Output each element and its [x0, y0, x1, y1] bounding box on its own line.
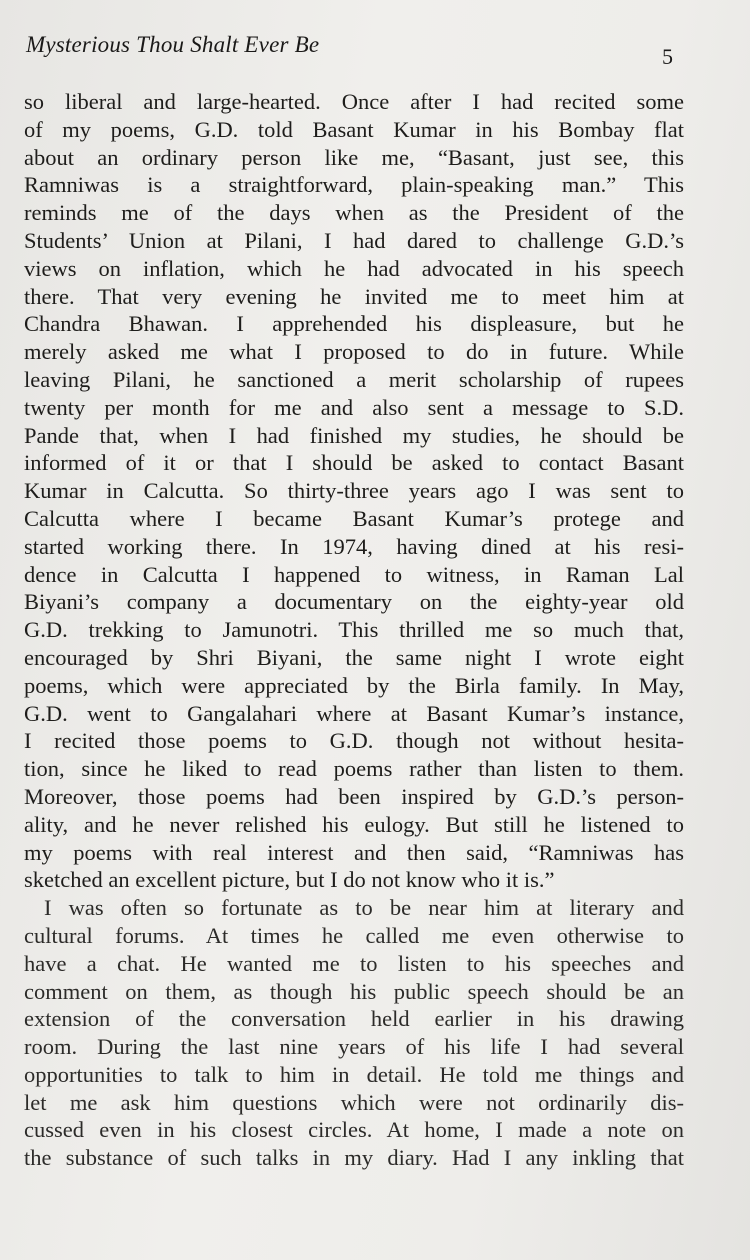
text-line: cussed even in his closest circles. At home, I made a note on	[24, 1117, 684, 1143]
text-line: G.D. went to Gangalahari where at Basant Kumar’s instance,	[24, 700, 684, 726]
text-line: comment on them, as though his public speech should be an	[24, 978, 684, 1004]
text-line: tion, since he liked to read poems rather than listen to them.	[24, 756, 684, 782]
text-line: Kumar in Calcutta. So thirty-three years ago I was sent to	[24, 478, 684, 504]
text-line: there. That very evening he invited me to meet him at	[24, 283, 684, 309]
text-line: of my poems, G.D. told Basant Kumar in his Bombay flat	[24, 116, 684, 142]
text-line: my poems with real interest and then said, “Ramniwas has	[24, 839, 684, 865]
text-line: I recited those poems to G.D. though not without hesita-	[24, 728, 684, 754]
text-line: started working there. In 1974, having dined at his resi-	[24, 533, 684, 559]
text-line: about an ordinary person like me, “Basant, just see, this	[24, 144, 684, 170]
body-text	[24, 88, 684, 1172]
text-line: merely asked me what I proposed to do in future. While	[24, 339, 684, 365]
text-line: informed of it or that I should be asked to contact Basant	[24, 450, 684, 476]
text-line: reminds me of the days when as the President of the	[24, 200, 684, 226]
text-line: poems, which were appreciated by the Birla family. In May,	[24, 672, 684, 698]
text-line: I was often so fortunate as to be near him at literary and	[44, 895, 684, 921]
text-line: dence in Calcutta I happened to witness, in Raman Lal	[24, 561, 684, 587]
text-line: twenty per month for me and also sent a message to S.D.	[24, 394, 684, 420]
text-line: encouraged by Shri Biyani, the same night I wrote eight	[24, 644, 684, 670]
text-line: Ramniwas is a straightforward, plain-speaking man.” This	[24, 172, 684, 198]
text-line: Students’ Union at Pilani, I had dared to challenge G.D.’s	[24, 227, 684, 253]
text-line: cultural forums. At times he called me even otherwise to	[24, 922, 684, 948]
text-line: have a chat. He wanted me to listen to his speeches and	[24, 950, 684, 976]
text-line: Moreover, those poems had been inspired by G.D.’s person-	[24, 783, 684, 809]
text-line: let me ask him questions which were not ordinarily dis-	[24, 1089, 684, 1115]
text-line: Biyani’s company a documentary on the eighty-year old	[24, 589, 684, 615]
text-line: sketched an excellent picture, but I do not know who it is.”	[24, 867, 555, 893]
text-line: Pande that, when I had finished my studies, he should be	[24, 422, 684, 448]
text-line: room. During the last nine years of his life I had several	[24, 1034, 684, 1060]
text-line: the substance of such talks in my diary. Had I any inkling that	[24, 1145, 684, 1171]
page-number: 5	[662, 44, 673, 69]
text-line: Chandra Bhawan. I apprehended his displeasure, but he	[24, 311, 684, 337]
text-line: ality, and he never relished his eulogy. But still he listened to	[24, 811, 684, 837]
text-line: leaving Pilani, he sanctioned a merit scholarship of rupees	[24, 366, 684, 392]
text-line: G.D. trekking to Jamunotri. This thrilled me so much that,	[24, 617, 684, 643]
text-line: views on inflation, which he had advocated in his speech	[24, 255, 684, 281]
text-line: so liberal and large-hearted. Once after I had recited some	[24, 89, 684, 114]
running-head-title: Mysterious Thou Shalt Ever Be	[26, 32, 320, 57]
text-line: opportunities to talk to him in detail. He told me things and	[24, 1061, 684, 1087]
text-line: Calcutta where I became Basant Kumar’s protege and	[24, 505, 684, 531]
text-line: extension of the conversation held earlier in his drawing	[24, 1006, 684, 1032]
paragraph-1	[24, 88, 684, 894]
paragraph-2	[24, 894, 684, 1172]
